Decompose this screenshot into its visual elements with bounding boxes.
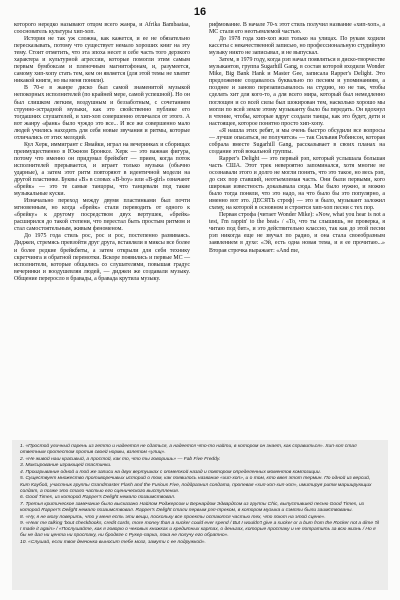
paragraph-continued: рифмование. В начале 70-х этот стиль получил название «хип-хоп», а МС стали его неотъемлемой частью. bbox=[209, 22, 385, 36]
paragraph: До 1978 года хип-хоп жил только на улицах. По рукам ходили кассеты с некачественной записью, но профессиональную студийную музыку никто не записывал, и не выпускал. bbox=[209, 36, 385, 57]
paragraph: До 1975 года стиль рос, рос и рос, постепенно развиваясь. Диджеи, стремясь превзойти друг друга, вставляли в миксы все более и более редкие брейкбиты, а затем открыли для себя технику скретчинга и обратной перемотки. Вскоре появились и первые МС — исполнители, которые общались со слушателями, повышая градус вечеринки и воодушевляя людей, — диджеи же создавали музыку. Общение переросло в бравады, а бравада крутила музыку. bbox=[14, 233, 190, 282]
paragraph: Rapper's Delight — это первый рэп, который услышала большая часть США. Этот трек невероятно запоминался, хотя многие не осознавали этого и долго не могли понять, что это такое, но весь рэп, до сих пор ставший, неотъемлемая часть. Они были первыми, кого широкая известность доказывала сюда. Мы было нужно, и можно было тогда поняли, что это надо, на что было бы это популярно, а именно вот это. ДЕСЯТЬ строф) — это и было, музыкант заложил схему, на которой в основном и строятся хип-хоп песни с тех пор. bbox=[209, 155, 385, 212]
paragraph-continued: которого нередко называют отцом всего жанра, и Afrika Bambaataa, сооснователь культуры хип-хоп. bbox=[14, 22, 190, 36]
paragraph: «Я нашла этих ребят, и мы очень быстро обсудили все вопросы — лучше опасаться, не получится» — так Сильвия Робинсон, которая собрала вместе Sugarhill Gang, рассказывает в своих планах на создание этой вокальной группы. bbox=[209, 127, 385, 155]
footnote: 3. Миксирование играющей пластинки. bbox=[20, 463, 112, 469]
paragraph: Первая строфа (читает Wonder Mike): «Now, what you hear is not a test, I'm rappin' to the beat» / «То, что ты слышишь, не проверка, я читаю под бит», и это действительно классно, так как до этой песни рэп никогда еще не звучал по радио, и она стала своеобразным заявлением в духе: «Эй, есть одна новая тема, и я ее прочитаю...» Вторая строчка выражает: «And me, bbox=[209, 212, 385, 254]
footnote: 2. «Не живой наш красивый, а простой, как то, что ты говоришь» — Fab Five Freddy. bbox=[20, 456, 221, 462]
footnote: 8. «Ну, я не могу поверить, что у меня есть эти вещи, поскольку все проекты остаются частью тех, что поют на этой сцене». bbox=[20, 514, 326, 520]
footnote: 5. Существует множество противоречивых историй о том, как появилось название «хип-хоп», и о том, кто ввел этот термин. По одной из версий, Кит Каубой, участник группы Grandmaster Flash and the Furious Five, поддразнил солдата, пропевая «хип-хоп-хип-хоп», имитируя ритм марширующих солдат, а позже это стало частью его сценического выступления. bbox=[20, 476, 372, 494]
page-number: 16 bbox=[193, 6, 207, 18]
footnote: 4. Проигрывание одной и той же записи на двух вертушках с отметкой назад и повтором определенных моментов композиции. bbox=[20, 469, 321, 475]
paragraph: Изначально переход между двумя пластинками был почти мгновенным, но когда «брейк» стали переводить от одного к «брейку» к другому посредством двух вертушек, «брейк» расширился до такой степени, что перестал быть простым ритмом и стал самостоятельным, живым феноменом. bbox=[14, 198, 190, 233]
paragraph: История не так уж сложна, как кажется, и ее не обязательно пересказывать, потому что существует немало хороших книг на эту тему. Стоит отметить, что эта эпоха несет в себе часть того дерзкого характера и культурной агрессии, которые помогли этим самым первым бумбоксам и пленочным магнитофонам, и, разумеется, самому хип-хопу стать тем, кем он является (для этой темы не хватит никакой книги, но вы меня поняли). bbox=[14, 36, 190, 85]
text-column-left bbox=[14, 22, 190, 283]
footnote: 7. Третья критическое замечание было высказано Найлом Роджерсом и Бернардом Эдвардсом из группы Chic, выпустившей песню Good Times, из которой Rapper's Delight немало позаимствовал. Rapper's Delight стали первым рэп-треком, в котором музыка и сэмплы были заимствованы. bbox=[20, 501, 364, 513]
footnotes-box bbox=[12, 440, 388, 590]
paragraph: В 70-е в жанре диско был самой знаменитой музыкой непокорных исполнителей (по крайней мере, самой успешной). Но он был слишком легким, воздушным и беззаботным, с сочетанием струнно-эстрадной музыки, как это свойственно публике его тогдашних слушателей, и хип-хоп совершенно отличался от этого. А вот жанру «фанк» было чуждо это все... И все же совершенно мало людей учились находить для себя новые звучания и ритмы, которые отличались от этих мелодий. bbox=[14, 85, 190, 141]
paragraph: Кул Херк, иммигрант с Ямайки, играл на вечеринках и сборищах преимущественно в Южном Бронксе. Херк — это важная фигура, потому что именно он придумал брейкбит — прием, когда поток исполнителей прерывается, и играет только музыка (обычно ударные), а затем этот ритм повторяют в идентичной модели на другой пластинке. Буквы «В» в словах «В-boy» или «В-girl» означают «брейк» — это те самые танцоры, что танцевали под такие музыкальные куски. bbox=[14, 141, 190, 198]
footnote: 1. «Простой уличный парень из гетто и надеется не сдаться, а надеется что-то найти, в котором он знает, как справиться». Хип-хоп стал ответным протестом против своей нормы, взлетом «улиц». bbox=[20, 444, 357, 456]
text-column-right bbox=[209, 22, 385, 255]
footnote: 10. «Слушай, если твоя девчонка выносит тебе мозг, замути с ее подружкой». bbox=[20, 539, 206, 545]
paragraph: Затем, в 1979 году, когда рэп начал появляться в диско-творчестве музыкантов, группа Sugarhill Gang, в состав которой входили Wonder Mike, Big Bank Hank и Master Gee, записала Rapper's Delight. Это предложение создавалось буквально по песням и упоминаниям, а позднее и заново перезаписывалось на студию, но не так, чтобы сделать хит для кого-то, а для всего мира, который был немедленно поглощен и со всей силы был шокирован тем, насколько хорошо мы могли по всей земле этому музыканту было бы передать. Он вдохнул в чтение, чтобы, которые вдруг создали танцы, как это будет, дети и настоящее, которое понятно просто хип-хопу. bbox=[209, 57, 385, 127]
footnote: 9. «Hear me talking 'bout checkbooks, credit cards, more money than a sucker could ever spend / But I wouldn't give a sucker or a bum from the Rocker not a dime 'til I made it again» / «Послушайте, как я говорю о чековых книжках и кредитных картах, о деньгах, которые простаку и не потратить за всю жизнь / Но я бы не дал ни цента ни простаку, ни бродяге с Рукер-парка, пока не получу его обратно». bbox=[20, 521, 379, 539]
footnote: 6. Good Times, из которой Rapper's Delight немало позаимствовал. bbox=[20, 495, 176, 501]
